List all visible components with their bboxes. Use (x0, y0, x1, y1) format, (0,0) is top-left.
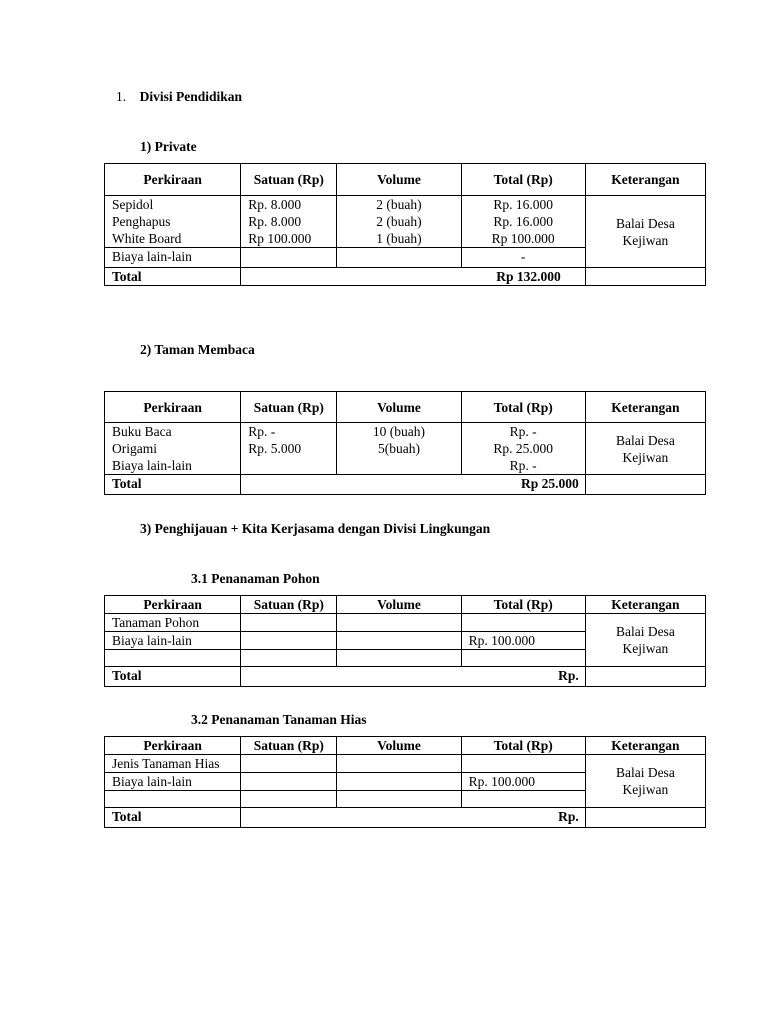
total-value: Rp. (241, 808, 586, 828)
cell-total: Rp. 100.000 (461, 632, 585, 650)
section-number: 1. (116, 89, 127, 104)
cell-satuan (241, 632, 337, 650)
cell-perkiraan: Sepidol (105, 196, 241, 214)
cell-perkiraan: Origami (105, 440, 241, 457)
penanaman-pohon-table (104, 595, 706, 687)
cell-volume: 10 (buah) (337, 423, 461, 441)
cell-satuan: Rp. 5.000 (241, 440, 337, 457)
cell-total: - (461, 248, 585, 268)
tanaman-hias-table (104, 736, 706, 828)
cell-perkiraan: Biaya lain-lain (105, 248, 241, 268)
cell-volume (337, 791, 461, 808)
header-total: Total (Rp) (461, 737, 585, 755)
taman-membaca-heading: 2) Taman Membaca (140, 342, 255, 357)
header-satuan: Satuan (Rp) (241, 596, 337, 614)
cell-volume: 1 (buah) (337, 230, 461, 248)
cell-total: Rp. 100.000 (461, 773, 585, 791)
cell-perkiraan: Biaya lain-lain (105, 632, 241, 650)
header-satuan: Satuan (Rp) (241, 392, 337, 423)
cell-satuan (241, 248, 337, 268)
section-title: Divisi Pendidikan (139, 89, 243, 104)
penghijauan-heading: 3) Penghijauan + Kita Kerjasama dengan Divisi Lingkungan (140, 521, 491, 536)
total-row (105, 667, 706, 687)
cell-satuan (241, 614, 337, 632)
cell-satuan (241, 773, 337, 791)
total-label: Total (105, 808, 241, 828)
total-value: Rp 25.000 (241, 475, 586, 495)
cell-volume: 2 (buah) (337, 213, 461, 230)
cell-keterangan: Balai Desa Kejiwan (585, 755, 705, 808)
cell-keterangan: Balai Desa Kejiwan (585, 423, 705, 475)
total-empty (585, 475, 705, 495)
header-total: Total (Rp) (461, 596, 585, 614)
header-perkiraan: Perkiraan (105, 392, 241, 423)
total-row (105, 808, 706, 828)
cell-keterangan: Balai Desa Kejiwan (585, 614, 705, 667)
cell-satuan: Rp 100.000 (241, 230, 337, 248)
cell-total (461, 791, 585, 808)
cell-perkiraan: White Board (105, 230, 241, 248)
cell-perkiraan: Penghapus (105, 213, 241, 230)
cell-satuan (241, 457, 337, 475)
cell-perkiraan: Tanaman Pohon (105, 614, 241, 632)
header-satuan: Satuan (Rp) (241, 164, 337, 196)
cell-volume (337, 773, 461, 791)
cell-total: Rp 100.000 (461, 230, 585, 248)
cell-volume (337, 614, 461, 632)
header-volume: Volume (337, 164, 461, 196)
header-total: Total (Rp) (461, 164, 585, 196)
private-table (104, 163, 706, 286)
header-volume: Volume (337, 737, 461, 755)
table-row (105, 423, 706, 441)
table-row (105, 196, 706, 214)
total-label: Total (105, 667, 241, 687)
header-perkiraan: Perkiraan (105, 737, 241, 755)
cell-satuan (241, 755, 337, 773)
header-volume: Volume (337, 392, 461, 423)
penanaman-pohon-heading: 3.1 Penanaman Pohon (191, 571, 320, 586)
cell-satuan: Rp. - (241, 423, 337, 441)
cell-volume: 5(buah) (337, 440, 461, 457)
cell-total (461, 614, 585, 632)
private-heading: 1) Private (140, 139, 197, 154)
cell-volume (337, 457, 461, 475)
cell-total: Rp. 25.000 (461, 440, 585, 457)
cell-perkiraan: Jenis Tanaman Hias (105, 755, 241, 773)
cell-total (461, 650, 585, 667)
total-label: Total (105, 268, 241, 286)
header-keterangan: Keterangan (585, 596, 705, 614)
total-value: Rp. (241, 667, 586, 687)
total-empty (585, 268, 705, 286)
header-satuan: Satuan (Rp) (241, 737, 337, 755)
total-label: Total (105, 475, 241, 495)
header-total: Total (Rp) (461, 392, 585, 423)
total-value: Rp 132.000 (241, 268, 586, 286)
cell-volume (337, 248, 461, 268)
cell-satuan (241, 650, 337, 667)
total-row (105, 268, 706, 286)
header-keterangan: Keterangan (585, 392, 705, 423)
cell-perkiraan: Biaya lain-lain (105, 457, 241, 475)
cell-total: Rp. 16.000 (461, 213, 585, 230)
header-volume: Volume (337, 596, 461, 614)
total-row (105, 475, 706, 495)
header-perkiraan: Perkiraan (105, 164, 241, 196)
cell-total (461, 755, 585, 773)
header-perkiraan: Perkiraan (105, 596, 241, 614)
cell-total: Rp. - (461, 423, 585, 441)
cell-total: Rp. - (461, 457, 585, 475)
cell-satuan (241, 791, 337, 808)
tanaman-hias-heading: 3.2 Penanaman Tanaman Hias (191, 712, 367, 727)
cell-volume: 2 (buah) (337, 196, 461, 214)
cell-total: Rp. 16.000 (461, 196, 585, 214)
table-row (105, 755, 706, 773)
table-row (105, 614, 706, 632)
header-keterangan: Keterangan (585, 737, 705, 755)
cell-volume (337, 755, 461, 773)
cell-satuan: Rp. 8.000 (241, 196, 337, 214)
cell-keterangan: Balai Desa Kejiwan (585, 196, 705, 268)
cell-perkiraan (105, 650, 241, 667)
cell-perkiraan: Buku Baca (105, 423, 241, 441)
cell-perkiraan (105, 791, 241, 808)
taman-membaca-table (104, 391, 706, 495)
cell-satuan: Rp. 8.000 (241, 213, 337, 230)
cell-perkiraan: Biaya lain-lain (105, 773, 241, 791)
total-empty (585, 808, 705, 828)
total-empty (585, 667, 705, 687)
header-keterangan: Keterangan (585, 164, 705, 196)
section-heading (116, 89, 242, 105)
cell-volume (337, 650, 461, 667)
cell-volume (337, 632, 461, 650)
